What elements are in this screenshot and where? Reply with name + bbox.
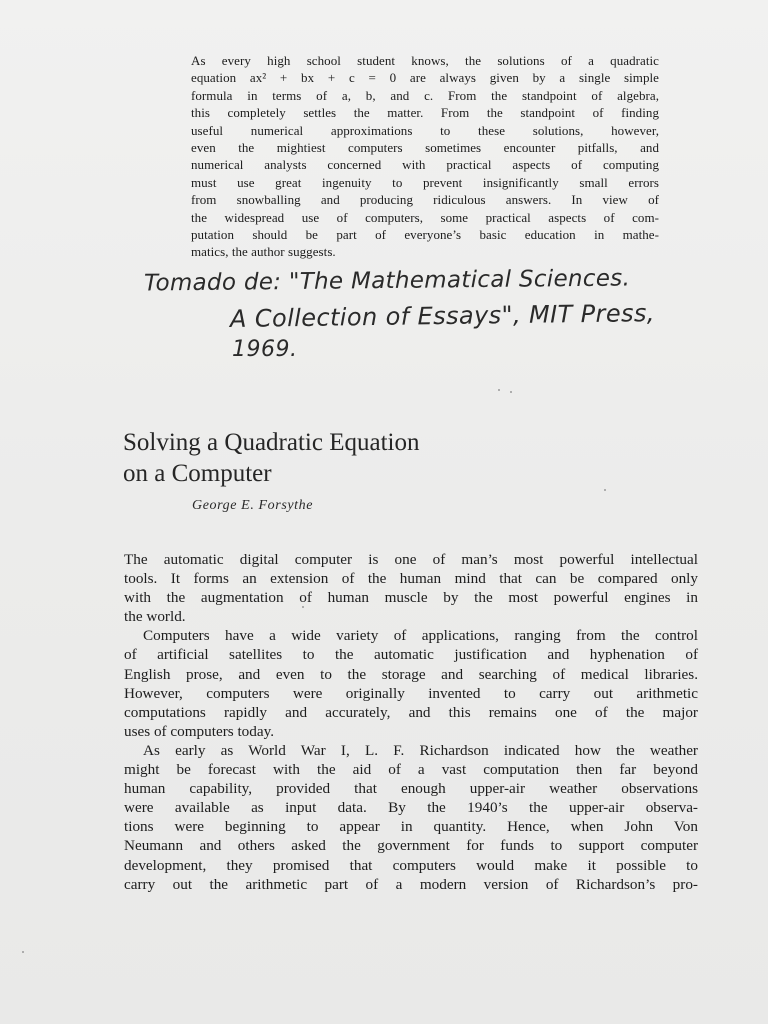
body-line: tions were beginning to appear in quantity. Hence, when John Von — [124, 818, 698, 836]
body-line: uses of computers today. — [124, 722, 275, 740]
article-title-line-1: Solving a Quadratic Equation — [123, 429, 420, 456]
body-line: carry out the arithmetic part of a modern version of Richardson’s pro- — [124, 875, 698, 893]
body-line: As early as World War I, L. F. Richardson indicated how the weather — [143, 741, 698, 759]
abstract-line: from snowballing and producing ridiculous answers. In view of — [191, 192, 659, 208]
body-line: the world. — [124, 608, 186, 626]
abstract-line: numerical analysts concerned with practical aspects of computing — [191, 157, 659, 173]
body-line: The automatic digital computer is one of man’s most powerful intellectual — [124, 551, 698, 568]
body-line: might be forecast with the aid of a vast computation then far beyond — [124, 761, 698, 779]
scan-speck — [510, 391, 512, 393]
abstract-line: the widespread use of computers, some practical aspects of com- — [191, 209, 659, 225]
abstract-line: putation should be part of everyone’s basic education in mathe- — [191, 227, 659, 243]
body-line: with the augmentation of human muscle by the most powerful engines in — [124, 589, 698, 607]
body-line: English prose, and even to the storage and searching of medical libraries. — [124, 665, 698, 683]
abstract-line: even the mightiest computers sometimes encounter pitfalls, and — [191, 140, 659, 156]
scan-speck — [302, 606, 304, 608]
body-line: Computers have a wide variety of applications, ranging from the control — [143, 627, 698, 645]
scan-speck — [498, 389, 500, 391]
article-title-line-2: on a Computer — [123, 460, 272, 487]
article-title — [123, 427, 419, 489]
body-line: development, they promised that computers would make it possible to — [124, 856, 698, 874]
article-body — [124, 550, 698, 894]
handwritten-note-line-2: A Collection of Essays", MIT Press, — [229, 299, 656, 333]
abstract — [191, 52, 659, 261]
handwritten-note-line-3: 1969. — [232, 337, 298, 362]
body-line: were available as input data. By the 1940’s the upper-air observa- — [124, 799, 698, 817]
handwritten-note-line-1: Tomado de: "The Mathematical Sciences. — [143, 265, 631, 297]
scan-speck — [604, 489, 606, 491]
abstract-line: must use great ingenuity to prevent insignificantly small errors — [191, 174, 659, 190]
abstract-line: this completely settles the matter. From the standpoint of finding — [191, 105, 659, 121]
abstract-line: matics, the author suggests. — [191, 244, 336, 260]
body-line: human capability, provided that enough upper-air weather observations — [124, 780, 698, 798]
abstract-line: As every high school student knows, the solutions of a quadratic — [191, 53, 659, 68]
body-line: of artificial satellites to the automatic justification and hyphenation of — [124, 646, 698, 664]
body-line: Neumann and others asked the government for funds to support computer — [124, 837, 698, 855]
abstract-line: useful numerical approximations to these solutions, however, — [191, 122, 659, 138]
abstract-line: formula in terms of a, b, and c. From the standpoint of algebra, — [191, 87, 659, 103]
body-line: computations rapidly and accurately, and this remains one of the major — [124, 703, 698, 721]
article-author: George E. Forsythe — [192, 498, 314, 513]
body-line: However, computers were originally invented to carry out arithmetic — [124, 684, 698, 702]
body-line: tools. It forms an extension of the human mind that can be compared only — [124, 570, 698, 588]
abstract-line: equation ax² + bx + c = 0 are always given by a single simple — [191, 70, 659, 86]
scan-speck — [22, 951, 24, 953]
